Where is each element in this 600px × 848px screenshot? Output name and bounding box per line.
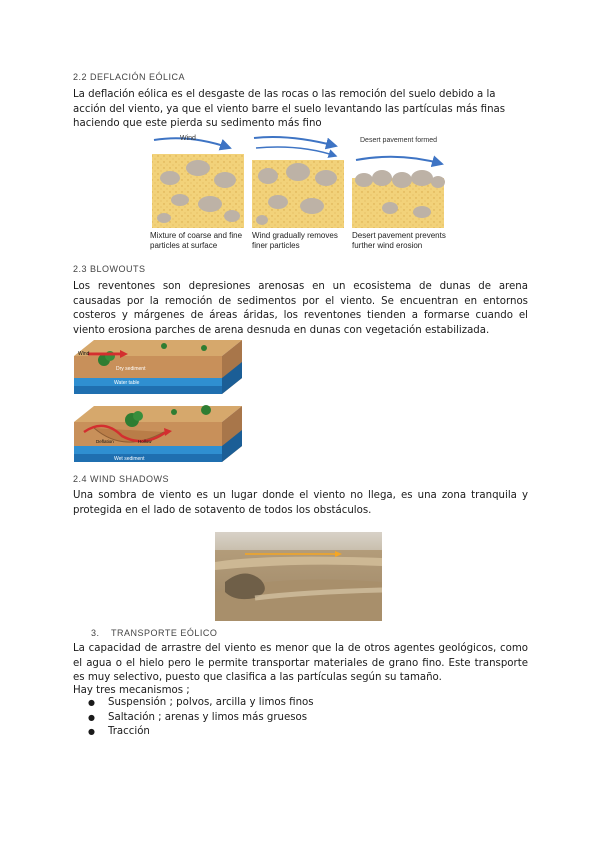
paragraph-blowouts: Los reventones son depresiones arenosas en un ecosistema de dunas de arena causadas por la remoción de sedimentos por el viento. Se encuentran en entornos costeros y márgenes de áreas áridas, los reventones tienden a formarse cuando el viento erosiona parches de arena desnuda en dunas con vegetación estabilizada. [73, 281, 528, 336]
section-heading-3: TRANSPORTE EÓLICO [111, 628, 218, 638]
paragraph-transporte: La capacidad de arrastre del viento es menor que la de otros agentes geológicos, como el agua o el hielo pero le permite transportar materiales de grano fino. Este transporte es muy selectivo, puesto que clasifica a las partículas según su tamaño. [73, 643, 528, 684]
deflation-panel-3 [352, 157, 445, 228]
blowout-hollow-label: Hollow [138, 439, 152, 444]
blowout-wet-label: Wet sediment [114, 456, 145, 462]
deflation-figure [150, 130, 450, 256]
deflation-panel-2 [252, 137, 344, 228]
blowout-dry-label: Dry sediment [116, 366, 146, 372]
wind-label: Wind [180, 135, 196, 142]
deflation-panel-1 [152, 130, 244, 228]
paragraph-wind-shadows: Una sombra de viento es un lugar donde el viento no llega, es una zona tranquila y protegida en el lado de sotavento de todos los obstáculos. [73, 490, 528, 516]
blowout-deflation-label: Deflation [96, 439, 114, 444]
blowout-water-label: Water table [114, 380, 140, 386]
blowout-block-bottom [74, 405, 242, 462]
blowout-diagram [74, 336, 246, 468]
section-number-3: 3. [91, 628, 100, 638]
caption-panel-2: Wind gradually removes finer particles [252, 231, 338, 250]
wind-shadow-photo [215, 532, 382, 621]
list-item: ● Saltación ; arenas y limos más gruesos [88, 711, 314, 726]
blowout-wind-label: Wind [78, 351, 90, 357]
mechanisms-list [88, 696, 314, 740]
section-heading-2-2: 2.2 DEFLACIÓN EÓLICA [73, 72, 186, 82]
caption-panel-1: Mixture of coarse and fine particles at surface [150, 231, 243, 250]
section-heading-2-3: 2.3 BLOWOUTS [73, 264, 146, 274]
blowout-block-top [74, 340, 242, 394]
section-heading-2-4: 2.4 WIND SHADOWS [73, 474, 170, 484]
caption-panel-3: Desert pavement prevents further wind erosion [352, 231, 446, 250]
list-item: ● Tracción [88, 725, 314, 740]
paragraph-deflacion: La deflación eólica es el desgaste de las rocas o las remoción del suelo debido a la acción del viento, ya que el viento barre el suelo levantando las partículas más finas haciendo que este pierda su sedimento más fino [73, 89, 506, 130]
desert-pavement-label: Desert pavement formed [360, 137, 438, 144]
list-item: ● Suspensión ; polvos, arcilla y limos finos [88, 696, 314, 711]
mechanisms-intro: Hay tres mecanismos ; [73, 685, 190, 696]
